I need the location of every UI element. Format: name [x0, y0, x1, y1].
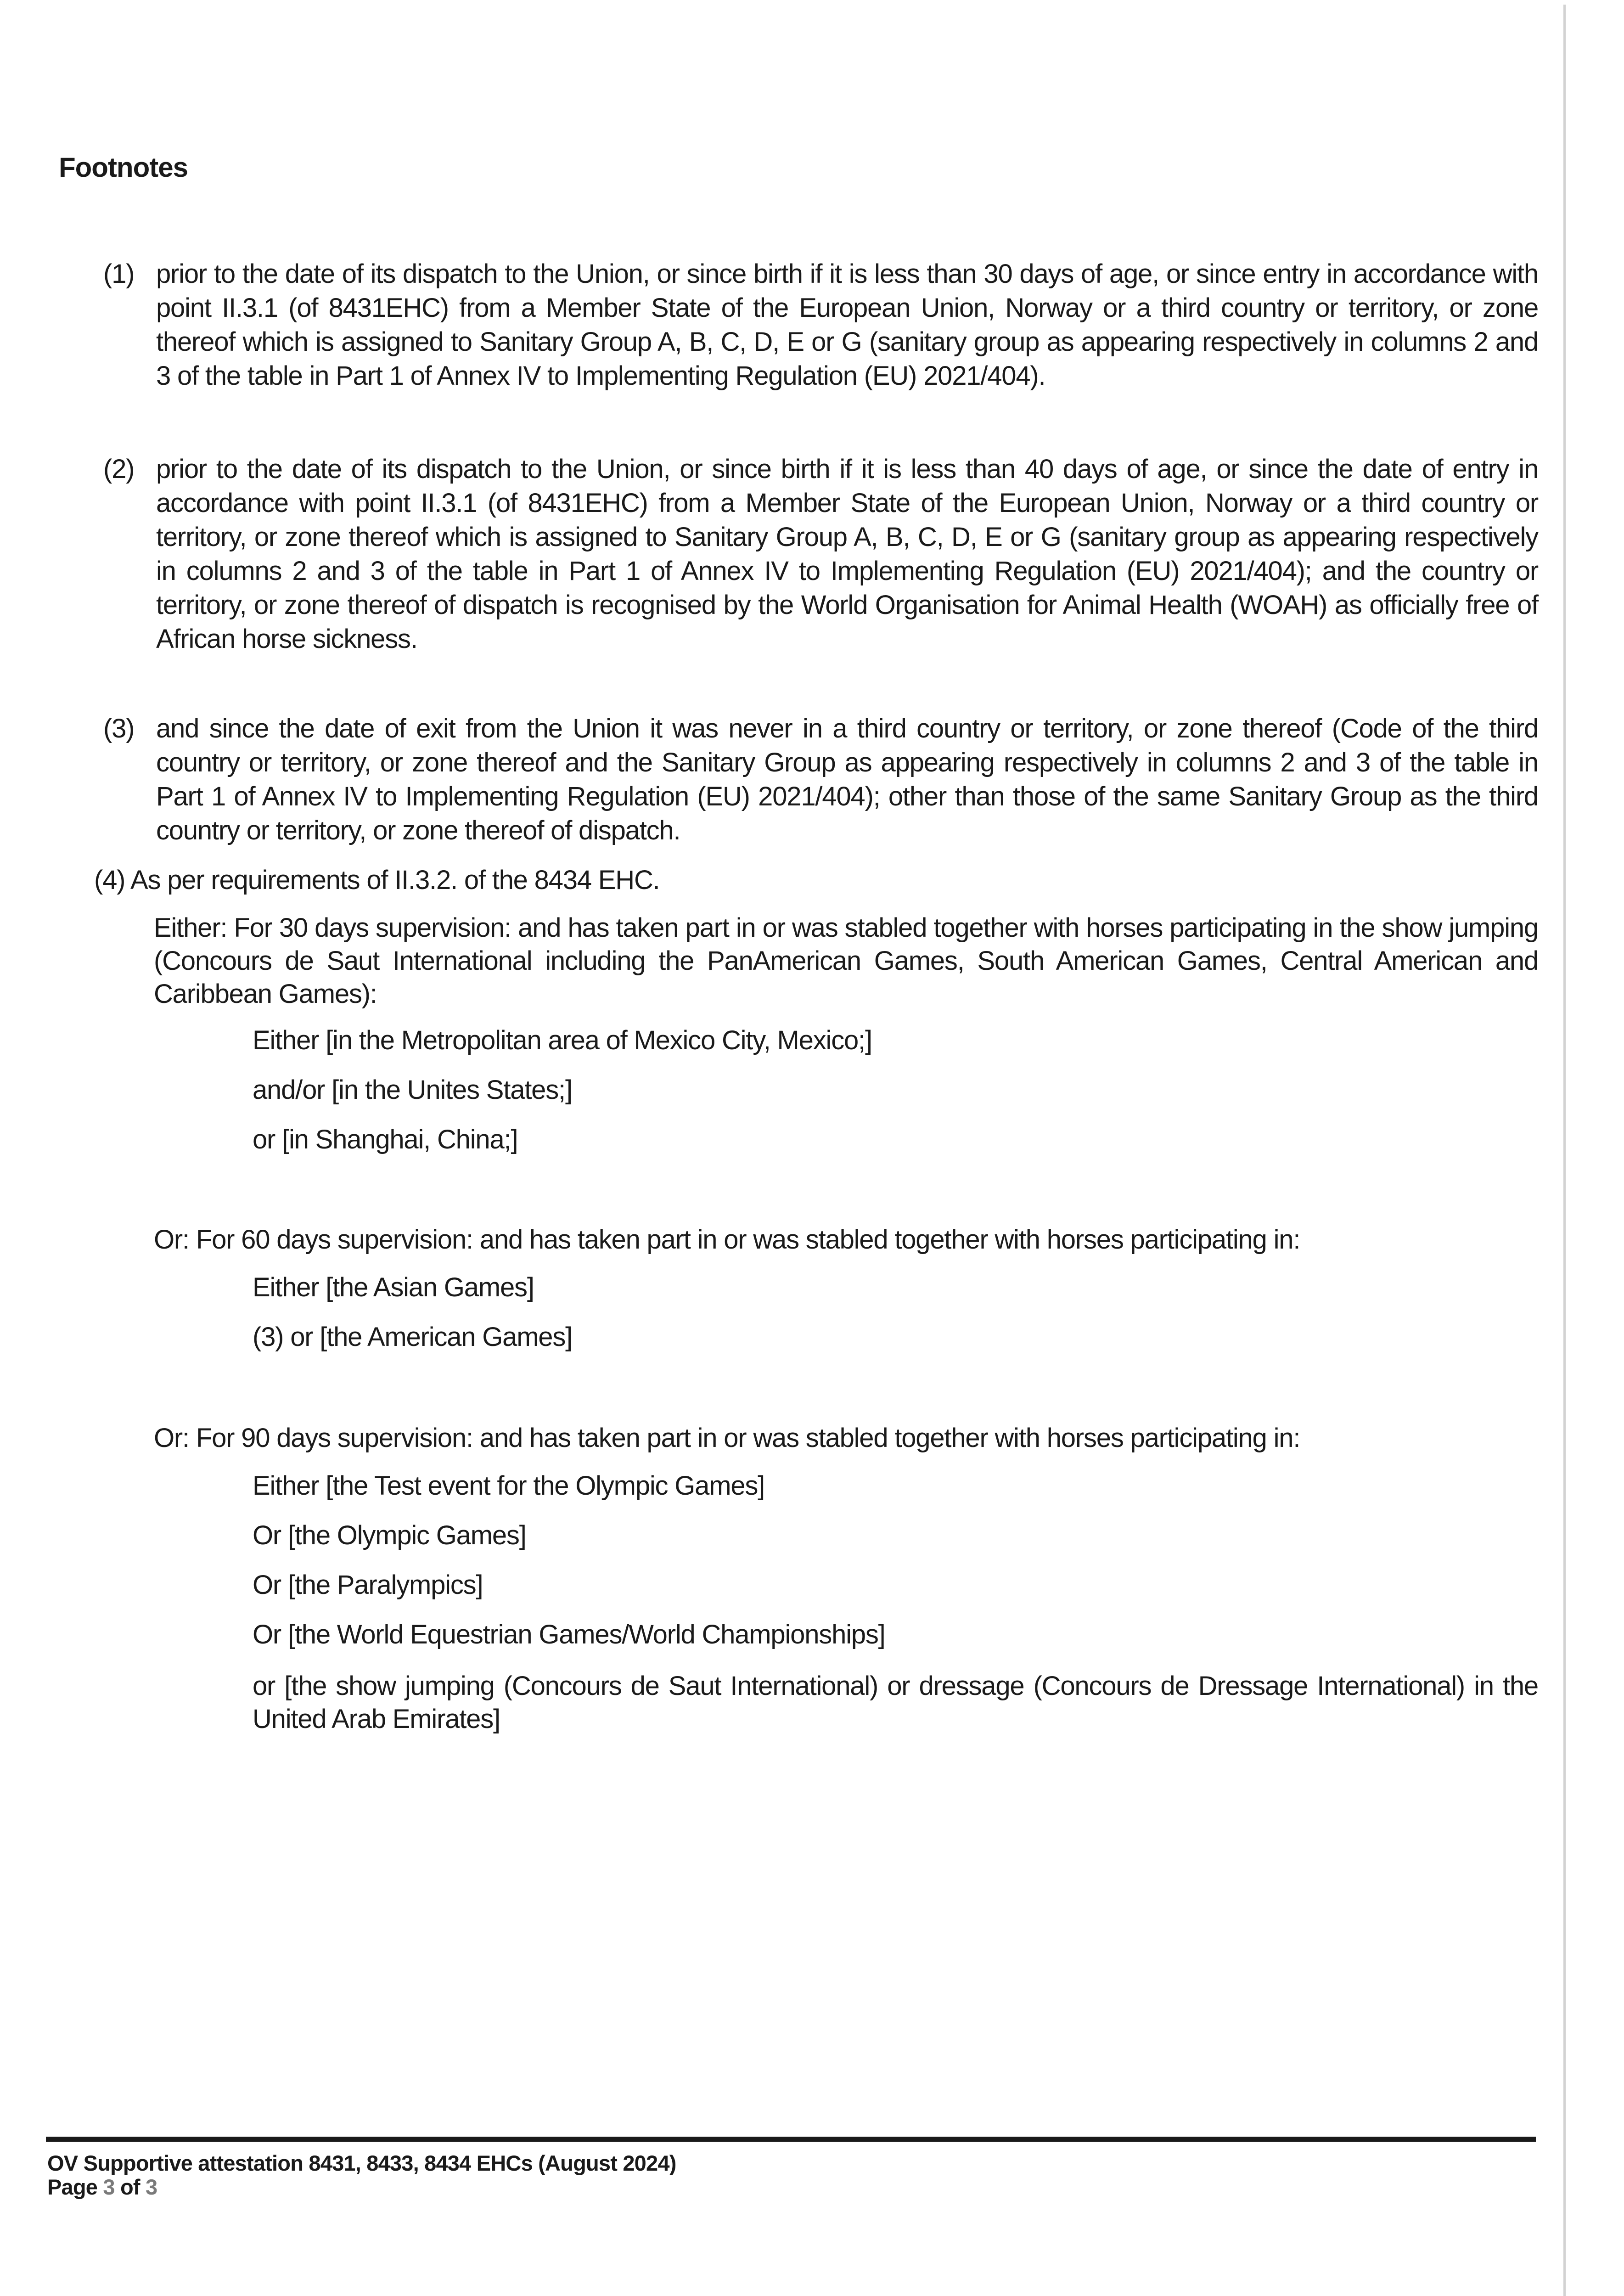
footnote-2: [103, 452, 1538, 656]
footnote-number: (1): [103, 259, 135, 289]
footnote-text: prior to the date of its dispatch to the Union, or since birth if it is less than 30 days of age, or since entry in accordance with point II.3.1 (of 8431EHC) from a Member State of the European Union, Norway or a third country or territory, or zone thereof which is assigned to Sanitary Group A, B, C, D, E or G (sanitary group as appearing respectively in columns 2 and 3 of the table in Part 1 of Annex IV to Implementing Regulation (EU) 2021/404).: [156, 259, 1538, 391]
option-90-paralympics: Or [the Paralympics]: [253, 1570, 483, 1600]
page-prefix: Page: [47, 2175, 103, 2199]
page-total: 3: [146, 2175, 157, 2199]
footnote-text: and since the date of exit from the Union it was never in a third country or territory, or zone thereof (Code of the third country or territory, or zone thereof and the Sanitary Group as appearing respectively in columns 2 and 3 of the table in Part 1 of Annex IV to Implementing Regulation (EU) 2021/404); other than those of the same Sanitary Group as the third country or territory, or zone thereof of dispatch.: [156, 714, 1538, 845]
option-30-shanghai: or [in Shanghai, China;]: [253, 1125, 518, 1154]
option-60-american-games: (3) or [the American Games]: [253, 1322, 573, 1352]
option-90-world-equestrian: Or [the World Equestrian Games/World Championships]: [253, 1620, 885, 1649]
option-90-uae: or [the show jumping (Concours de Saut International) or dressage (Concours de Dressage International) in the United Arab Emirates]: [253, 1671, 1538, 1734]
footnote-number: (2): [103, 454, 135, 484]
option-30-mexico: Either [in the Metropolitan area of Mexico City, Mexico;]: [253, 1025, 872, 1055]
footnote-number: (3): [103, 714, 135, 743]
footnotes-heading: Footnotes: [59, 152, 188, 183]
footnote-text: prior to the date of its dispatch to the Union, or since birth if it is less than 40 days of age, or since the date of entry in accordance with point II.3.1 (of 8431EHC) from a Member State of the European Union, Norway or a third country or territory, or zone thereof which is assigned to Sanitary Group A, B, C, D, E or G (sanitary group as appearing respectively in columns 2 and 3 of the table in Part 1 of Annex IV to Implementing Regulation (EU) 2021/404); and the country or territory, or zone thereof of dispatch is recognised by the World Organisation for Animal Health (WOAH) as officially free of African horse sickness.: [156, 454, 1538, 654]
or-60-days: Or: For 60 days supervision: and has taken part in or was stabled together with horses participating in:: [154, 1225, 1300, 1255]
option-60-asian-games: Either [the Asian Games]: [253, 1272, 534, 1302]
either-30-days: Either: For 30 days supervision: and has taken part in or was stabled together with horses participating in the show jumping (Concours de Saut International including the PanAmerican Games, South American Games, Central American and Caribbean Games):: [154, 913, 1538, 1009]
option-90-test-event: Either [the Test event for the Olympic Games]: [253, 1471, 765, 1501]
footer-document-title: OV Supportive attestation 8431, 8433, 8434 EHCs (August 2024): [47, 2151, 676, 2175]
page-separator: of: [114, 2175, 146, 2199]
footnote-3: [103, 712, 1538, 848]
page-current: 3: [103, 2175, 115, 2199]
or-90-days: Or: For 90 days supervision: and has taken part in or was stabled together with horses participating in:: [154, 1423, 1300, 1453]
page-edge-line: [1563, 5, 1566, 2296]
option-30-united-states: and/or [in the Unites States;]: [253, 1075, 572, 1105]
footer-page-number: [47, 2174, 157, 2200]
footnote-4-title: (4) As per requirements of II.3.2. of the 8434 EHC.: [94, 865, 660, 895]
footnote-1: [103, 257, 1538, 393]
option-90-olympic-games: Or [the Olympic Games]: [253, 1520, 526, 1550]
footer-rule: [46, 2137, 1536, 2142]
